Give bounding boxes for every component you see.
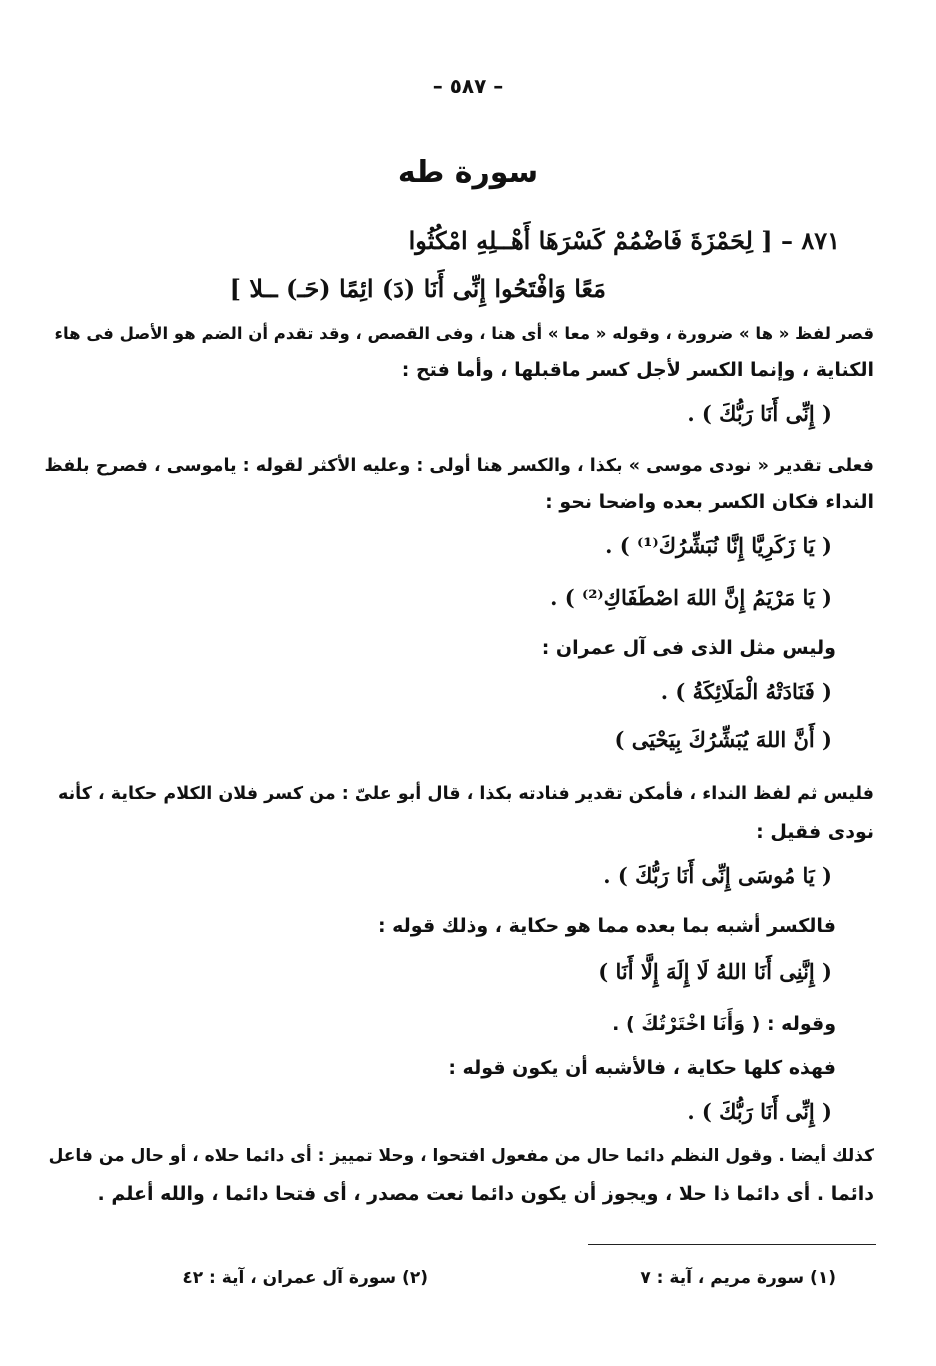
quran-quote-3: ( يَا مَرْيَمُ إِنَّ اللهَ اصْطَفَاكِ⁽²⁾ ) . bbox=[550, 585, 832, 610]
quran-quote-8: ( إِنِّى أَنَا رَبُّكَ ) . bbox=[687, 1099, 832, 1124]
paragraph-1-line-1: قصر لفظ « ها » ضرورة ، وقوله « معا » أى هنا ، وفى القصص ، وقد تقدم أن الضم هو الأصل فى هاء bbox=[54, 324, 874, 343]
paragraph-5: فالكسر أشبه بما بعده مما هو حكاية ، وذلك قوله : bbox=[377, 915, 836, 937]
quran-quote-5: ( أَنَّ اللهَ يُبَشِّرُكَ بِيَحْيَى ) bbox=[614, 727, 832, 752]
paragraph-2-line-1: فعلى تقدير « نودى موسى » بكذا ، والكسر هنا أولى : وعليه الأكثر لقوله : ياموسى ، فصرح بلفظ bbox=[44, 456, 874, 476]
paragraph-4-line-1: فليس ثم لفظ النداء ، فأمكن تقدير فنادته بكذا ، قال أبو علىّ : من كسر فلان الكلام حكاية ، كأنه bbox=[58, 784, 874, 804]
quran-quote-1: ( إِنِّى أَنَا رَبُّكَ ) . bbox=[687, 401, 832, 426]
verse-line-2: مَعًا وَافْتَحُوا إِنِّى أَنَا (دَ) ائِمًا (حَـ) ــلا ] bbox=[229, 274, 606, 303]
footnote-1: (١) سورة مريم ، آية : ٧ bbox=[640, 1268, 836, 1288]
quran-quote-4: ( فَنَادَتْهُ الْمَلَائِكَةُ ) . bbox=[660, 679, 832, 704]
surah-title: سورة طه bbox=[397, 155, 539, 190]
quran-quote-6: ( يَا مُوسَى إِنِّى أَنَا رَبُّكَ ) . bbox=[603, 863, 832, 888]
paragraph-3: وليس مثل الذى فى آل عمران : bbox=[541, 637, 836, 659]
footnote-divider bbox=[588, 1244, 876, 1245]
verse-line-1: ٨٧١ – [ لِحَمْزَةَ فَاضْمُمْ كَسْرَهَا أَهْــلِهِ امْكُثُوا bbox=[408, 226, 840, 255]
paragraph-2-line-2: النداء فكان الكسر بعده واضحا نحو : bbox=[545, 491, 874, 513]
page-number: – ٥٨٧ – bbox=[432, 74, 504, 98]
footnote-2: (٢) سورة آل عمران ، آية : ٤٢ bbox=[182, 1268, 428, 1288]
paragraph-8-line-2: دائما . أى دائما ذا حلا ، ويجوز أن يكون دائما نعت مصدر ، أى فتحا دائما ، والله أعلم . bbox=[97, 1183, 874, 1205]
paragraph-1-line-2: الكناية ، وإنما الكسر لأجل كسر ماقبلها ، وأما فتح : bbox=[401, 359, 874, 381]
paragraph-6: وقوله : ( وَأَنَا اخْتَرْتُكَ ) . bbox=[612, 1013, 836, 1035]
quran-quote-7: ( إِنَّنِى أَنَا اللهُ لَا إِلَهَ إِلَّا أَنَا ) bbox=[598, 959, 832, 984]
quran-quote-2: ( يَا زَكَرِيَّا إِنَّا نُبَشِّرُكَ⁽¹⁾ ) . bbox=[605, 533, 832, 558]
paragraph-4-line-2: نودى فقيل : bbox=[756, 821, 874, 843]
paragraph-8-line-1: كذلك أيضا . وقول النظم دائما حال من مفعول افتحوا ، وحلا تمييز : أى دائما حلاه ، أو حال من فاعل bbox=[48, 1146, 874, 1166]
paragraph-7: فهذه كلها حكاية ، فالأشبه أن يكون قوله : bbox=[448, 1057, 836, 1079]
